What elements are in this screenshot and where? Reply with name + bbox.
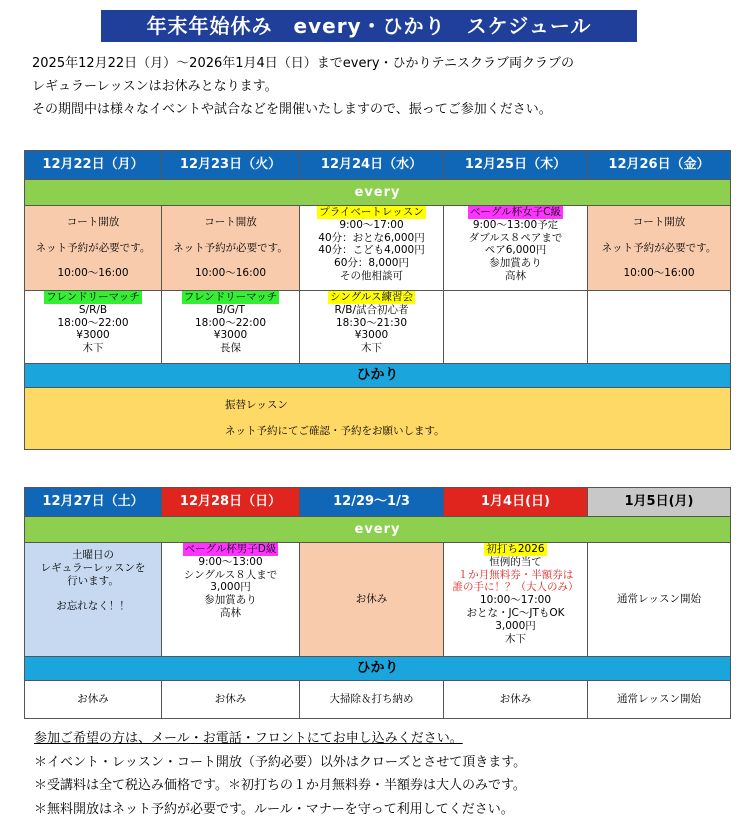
cell-text-line: S/R/B <box>78 303 108 316</box>
note-line: ＊イベント・レッスン・コート開放（予約必要）以外はクローズとさせて頂きます。 <box>34 754 527 770</box>
cell-text-line: ネット予約が必要です。 <box>173 241 288 254</box>
event-tag: ベーグル杯男子D級 <box>184 543 277 555</box>
cell-text-line: 40分：おとな6,000円 <box>318 231 425 244</box>
cell-text-line: その他相談可 <box>340 269 403 282</box>
intro-text <box>32 52 732 121</box>
header-jan5: 1月5日(月) <box>588 488 731 517</box>
cell-dec24-singles <box>300 291 444 364</box>
cell-text-line: 土曜日の <box>72 549 114 561</box>
cell-text-line <box>225 412 730 425</box>
every-section-label: every <box>25 517 731 543</box>
schedule-week1 <box>24 150 731 450</box>
intro-line: 2025年12月22日（月）～2026年1月4日（日）までevery・ひかりテニスクラブ両クラブの <box>32 56 575 71</box>
cell-text-line: １か月無料券・半額券は <box>457 568 574 581</box>
cell-text-line: ネット予約が必要です。 <box>35 241 151 254</box>
note-line: ＊受講料は全て税込み価格です。＊初打ちの１か月無料券・半額券は大人のみです。 <box>34 778 526 793</box>
cell-text-line: 木下 <box>361 342 382 355</box>
cell-dec22-friendly <box>25 291 162 364</box>
header-dec24: 12月24日（水） <box>300 151 444 180</box>
cell-dec24-private-lesson <box>300 206 444 291</box>
header-jan4: 1月4日(日) <box>444 488 588 517</box>
cell-text-line: お忘れなく！！ <box>56 600 130 613</box>
cell-text-line: 3,000円 <box>495 619 536 632</box>
note-line: 参加ご希望の方は、メール・お電話・フロントにてお申し込みください。 <box>34 731 463 746</box>
cell-text-line: ネット予約にてご確認・予約をお願いします。 <box>225 424 445 437</box>
notes <box>34 727 734 821</box>
cell-text-line: 恒例的当て <box>489 555 542 568</box>
cell-text-line: ネット予約が必要です。 <box>601 241 717 254</box>
cell-text-line: 10:00～16:00 <box>194 267 267 280</box>
cell-text-line: 高林 <box>505 269 526 282</box>
header-dec29-jan3: 12/29～1/3 <box>300 488 444 517</box>
cell-text-line: 9:00～13:00予定 <box>472 218 559 231</box>
every-section-label: every <box>25 180 731 206</box>
cell-text-line: B/G/T <box>216 303 245 316</box>
event-tag: シングルス練習会 <box>330 291 413 303</box>
cell-dec25-empty <box>444 291 588 364</box>
cell-text-line <box>588 229 730 242</box>
cell-text-line: 9:00～13:00 <box>198 555 263 568</box>
cell-dec26-court <box>588 206 731 291</box>
cell-text-line: 10:00～17:00 <box>479 594 552 607</box>
header-dec26: 12月26日（金） <box>588 151 731 180</box>
cell-text-line: 誰の手に！？（大人のみ） <box>452 581 579 594</box>
cell-dec23-court <box>162 206 300 291</box>
intro-line: レギュラーレッスンはお休みとなります。 <box>32 79 278 94</box>
hikari-section-label: ひかり <box>25 657 731 681</box>
cell-text-line: 行います。 <box>67 574 119 587</box>
cell-dec26-empty <box>588 291 731 364</box>
cell-text-line: 長保 <box>220 342 241 355</box>
cell-text-line <box>25 587 161 600</box>
cell-text-line: 10:00～16:00 <box>623 267 695 280</box>
cell-jan5-regular: 通常レッスン開始 <box>588 543 731 657</box>
cell-text-line: 3,000円 <box>210 581 251 594</box>
header-dec23: 12月23日（火） <box>162 151 300 180</box>
cell-hikari-jan4: お休み <box>444 681 588 719</box>
event-tag: 初打ち2026 <box>486 543 545 555</box>
cell-text-line: ¥3000 <box>76 329 110 342</box>
cell-text-line: 振替レッスン <box>225 399 288 412</box>
cell-text-line: レギュラーレッスンを <box>40 561 146 574</box>
cell-text-line: 木下 <box>505 632 526 645</box>
page-title: 年末年始休み every・ひかり スケジュール <box>101 10 637 42</box>
header-dec25: 12月25日（木） <box>444 151 588 180</box>
cell-dec27-regular <box>25 543 162 657</box>
cell-text-line <box>25 254 161 267</box>
event-tag: プライベートレッスン <box>319 206 424 218</box>
cell-dec25-bagel-cup <box>444 206 588 291</box>
cell-hikari-dec29: 大掃除＆打ち納め <box>300 681 444 719</box>
cell-hikari-dec27: お休み <box>25 681 162 719</box>
header-dec22: 12月22日（月） <box>25 151 162 180</box>
schedule-week2 <box>24 487 731 719</box>
cell-dec23-friendly <box>162 291 300 364</box>
cell-text-line: 40分：こども4,000円 <box>318 244 425 257</box>
cell-text-line: シングルス８人まで <box>183 568 278 581</box>
cell-text-line <box>25 229 161 242</box>
cell-text-line: 18:30～21:30 <box>335 316 408 329</box>
cell-text-line: コート開放 <box>632 216 686 228</box>
cell-hikari-jan5: 通常レッスン開始 <box>588 681 731 719</box>
hikari-section-label: ひかり <box>25 364 731 388</box>
cell-dec28-bagel-cup <box>162 543 300 657</box>
cell-text-line: ¥3000 <box>354 329 389 342</box>
cell-text-line: 高林 <box>220 606 241 619</box>
intro-line: その期間中は様々なイベントや試合などを開催いたしますので、振ってご参加ください。 <box>32 102 552 117</box>
event-tag: フレンドリーマッチ <box>46 291 140 303</box>
cell-text-line <box>588 254 730 267</box>
cell-dec22-court <box>25 206 162 291</box>
event-tag: フレンドリーマッチ <box>183 291 278 303</box>
cell-text-line <box>162 254 299 267</box>
cell-hikari-dec28: お休み <box>162 681 300 719</box>
note-line: ＊無料開放はネット予約が必要です。ルール・マナーを守って利用してください。 <box>34 801 514 817</box>
cell-text-line: 10:00～16:00 <box>57 267 129 280</box>
cell-text-line: コート開放 <box>66 216 120 228</box>
cell-text-line: ペア6,000円 <box>484 244 547 257</box>
cell-text-line: ¥3000 <box>213 329 248 342</box>
cell-text-line: R/B/試合初心者 <box>334 303 409 316</box>
header-dec27: 12月27日（土） <box>25 488 162 517</box>
cell-text-line: おとな・JC～JTもOK <box>466 606 565 619</box>
cell-dec29-holiday: お休み <box>300 543 444 657</box>
cell-text-line: 9:00～17:00 <box>339 218 404 231</box>
cell-hikari-week1 <box>25 388 731 450</box>
cell-text-line: 18:00～22:00 <box>57 316 129 329</box>
header-dec28: 12月28日（日） <box>162 488 300 517</box>
cell-text-line: ダブルス８ペアまで <box>468 231 563 244</box>
cell-text-line: 参加賞あり <box>489 257 542 270</box>
cell-text-line: 18:00～22:00 <box>194 316 267 329</box>
cell-text-line <box>162 229 299 242</box>
cell-text-line: 木下 <box>82 342 104 355</box>
event-tag: ベーグル杯女子C級 <box>469 206 562 218</box>
cell-jan4-first-hit <box>444 543 588 657</box>
cell-text-line: 60分：8,000円 <box>334 257 409 270</box>
cell-text-line: コート開放 <box>204 216 257 228</box>
cell-text-line: 参加賞あり <box>204 594 257 607</box>
